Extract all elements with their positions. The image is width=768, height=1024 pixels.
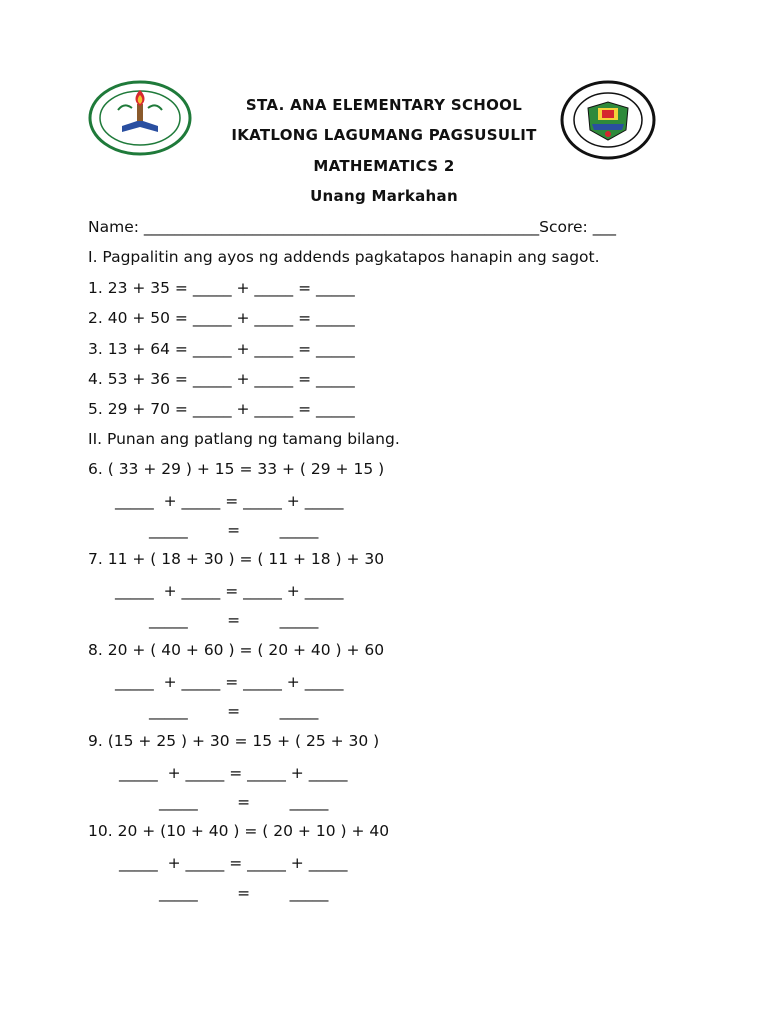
part1-item: 5. 29 + 70 = _____ + _____ = _____ (88, 400, 355, 418)
part2-answer-row: _____ + _____ = _____ + _____ (119, 764, 348, 782)
part2-answer-row: _____ = _____ (159, 884, 329, 902)
exam-title: IKATLONG LAGUMANG PAGSUSULIT (231, 126, 537, 144)
part2-problem: 7. 11 + ( 18 + 30 ) = ( 11 + 18 ) + 30 (88, 550, 385, 568)
part2-answer-row: _____ + _____ = _____ + _____ (115, 673, 344, 691)
part1-item: 3. 13 + 64 = _____ + _____ = _____ (88, 340, 355, 358)
part2-answer-row: _____ + _____ = _____ + _____ (115, 492, 344, 510)
part2-answer-row: _____ + _____ = _____ + _____ (115, 582, 344, 600)
division-seal (560, 80, 656, 160)
part2-problem: 9. (15 + 25 ) + 30 = 15 + ( 25 + 30 ) (88, 732, 380, 750)
part2-problem: 8. 20 + ( 40 + 60 ) = ( 20 + 40 ) + 60 (88, 641, 385, 659)
part2-answer-row: _____ = _____ (149, 702, 319, 720)
quarter-title: Unang Markahan (310, 187, 458, 205)
part2-answer-row: _____ = _____ (149, 611, 319, 629)
school-name: STA. ANA ELEMENTARY SCHOOL (245, 96, 523, 114)
subject-title: MATHEMATICS 2 (313, 157, 455, 175)
part1-instruction: I. Pagpalitin ang ayos ng addends pagkatapos hanapin ang sagot. (88, 248, 600, 266)
part1-item: 1. 23 + 35 = _____ + _____ = _____ (88, 279, 355, 297)
part2-problem: 10. 20 + (10 + 40 ) = ( 20 + 10 ) + 40 (88, 822, 390, 840)
part2-answer-row: _____ + _____ = _____ + _____ (119, 854, 348, 872)
part2-answer-row: _____ = _____ (149, 521, 319, 539)
part1-item: 2. 40 + 50 = _____ + _____ = _____ (88, 309, 355, 327)
school-logo (88, 80, 192, 156)
part1-item: 4. 53 + 36 = _____ + _____ = _____ (88, 370, 355, 388)
part2-instruction: II. Punan ang patlang ng tamang bilang. (88, 430, 400, 448)
name-score-line: Name: ___________________________________________________Score: ___ (88, 218, 616, 236)
part2-problem: 6. ( 33 + 29 ) + 15 = 33 + ( 29 + 15 ) (88, 460, 385, 478)
part2-answer-row: _____ = _____ (159, 793, 329, 811)
